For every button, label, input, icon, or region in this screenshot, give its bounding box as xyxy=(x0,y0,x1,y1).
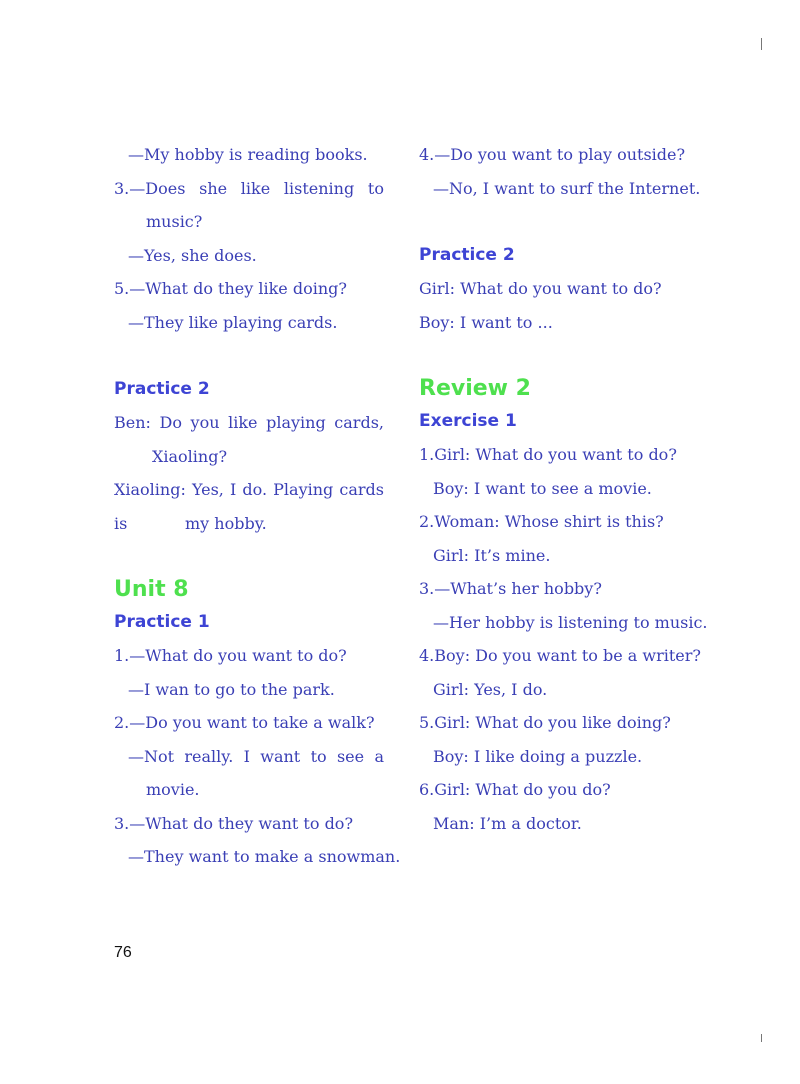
text-line: Boy: I want to see a movie. xyxy=(433,478,652,498)
text-line: —They want to make a snowman. xyxy=(128,847,401,866)
text-line: Boy: I want to ... xyxy=(419,312,553,332)
text-line: —Yes, she does. xyxy=(128,245,257,265)
section-heading: Exercise 1 xyxy=(419,410,517,431)
text-line: Xiaoling? xyxy=(152,446,228,466)
text-line: Xiaoling: Yes, I do. Playing cards is xyxy=(114,480,384,533)
text-line: 2.—Do you want to take a walk? xyxy=(114,713,375,732)
text-line: 1.Girl: What do you want to do? xyxy=(419,445,677,464)
text-line: —My hobby is reading books. xyxy=(128,145,368,164)
unit-heading: Unit 8 xyxy=(114,576,189,602)
text-line: my hobby. xyxy=(185,513,267,533)
text-line: —They like playing cards. xyxy=(128,312,338,332)
text-line: 2.Woman: Whose shirt is this? xyxy=(419,512,664,531)
text-line: Girl: It’s mine. xyxy=(433,545,551,565)
section-heading: Practice 2 xyxy=(114,378,210,399)
text-line: 5.Girl: What do you like doing? xyxy=(419,713,671,732)
left-column xyxy=(114,138,401,874)
review-heading: Review 2 xyxy=(419,375,531,401)
text-line: 3.—What do they want to do? xyxy=(114,813,354,833)
text-line: —I wan to go to the park. xyxy=(128,679,335,699)
section-heading: Practice 1 xyxy=(114,611,210,632)
text-line: 6.Girl: What do you do? xyxy=(419,780,611,799)
text-line: 4.Boy: Do you want to be a writer? xyxy=(419,646,701,665)
text-line: Boy: I like doing a puzzle. xyxy=(433,746,643,766)
crop-mark-top xyxy=(761,38,762,50)
text-line: 3.—What’s her hobby? xyxy=(419,579,602,598)
text-line: —Not really. I want to see a xyxy=(128,746,384,766)
section-heading: Practice 2 xyxy=(419,244,515,265)
text-line: Man: I’m a doctor. xyxy=(433,813,582,833)
text-line: 5.—What do they like doing? xyxy=(114,279,347,298)
text-line: 4.—Do you want to play outside? xyxy=(419,145,686,164)
text-line: 3.—Does she like listening to xyxy=(114,178,384,198)
text-line: 1.—What do you want to do? xyxy=(114,646,347,665)
text-line: Girl: Yes, I do. xyxy=(433,679,548,699)
text-line: Girl: What do you want to do? xyxy=(419,279,662,298)
text-line: —No, I want to surf the Internet. xyxy=(433,178,701,198)
page-number: 76 xyxy=(114,944,132,961)
crop-mark-bottom xyxy=(761,1034,762,1042)
right-column xyxy=(419,138,708,840)
text-line: movie. xyxy=(146,780,200,799)
text-line: music? xyxy=(146,212,203,231)
text-line: Ben: Do you like playing cards, xyxy=(114,413,384,432)
text-line: —Her hobby is listening to music. xyxy=(433,612,708,632)
